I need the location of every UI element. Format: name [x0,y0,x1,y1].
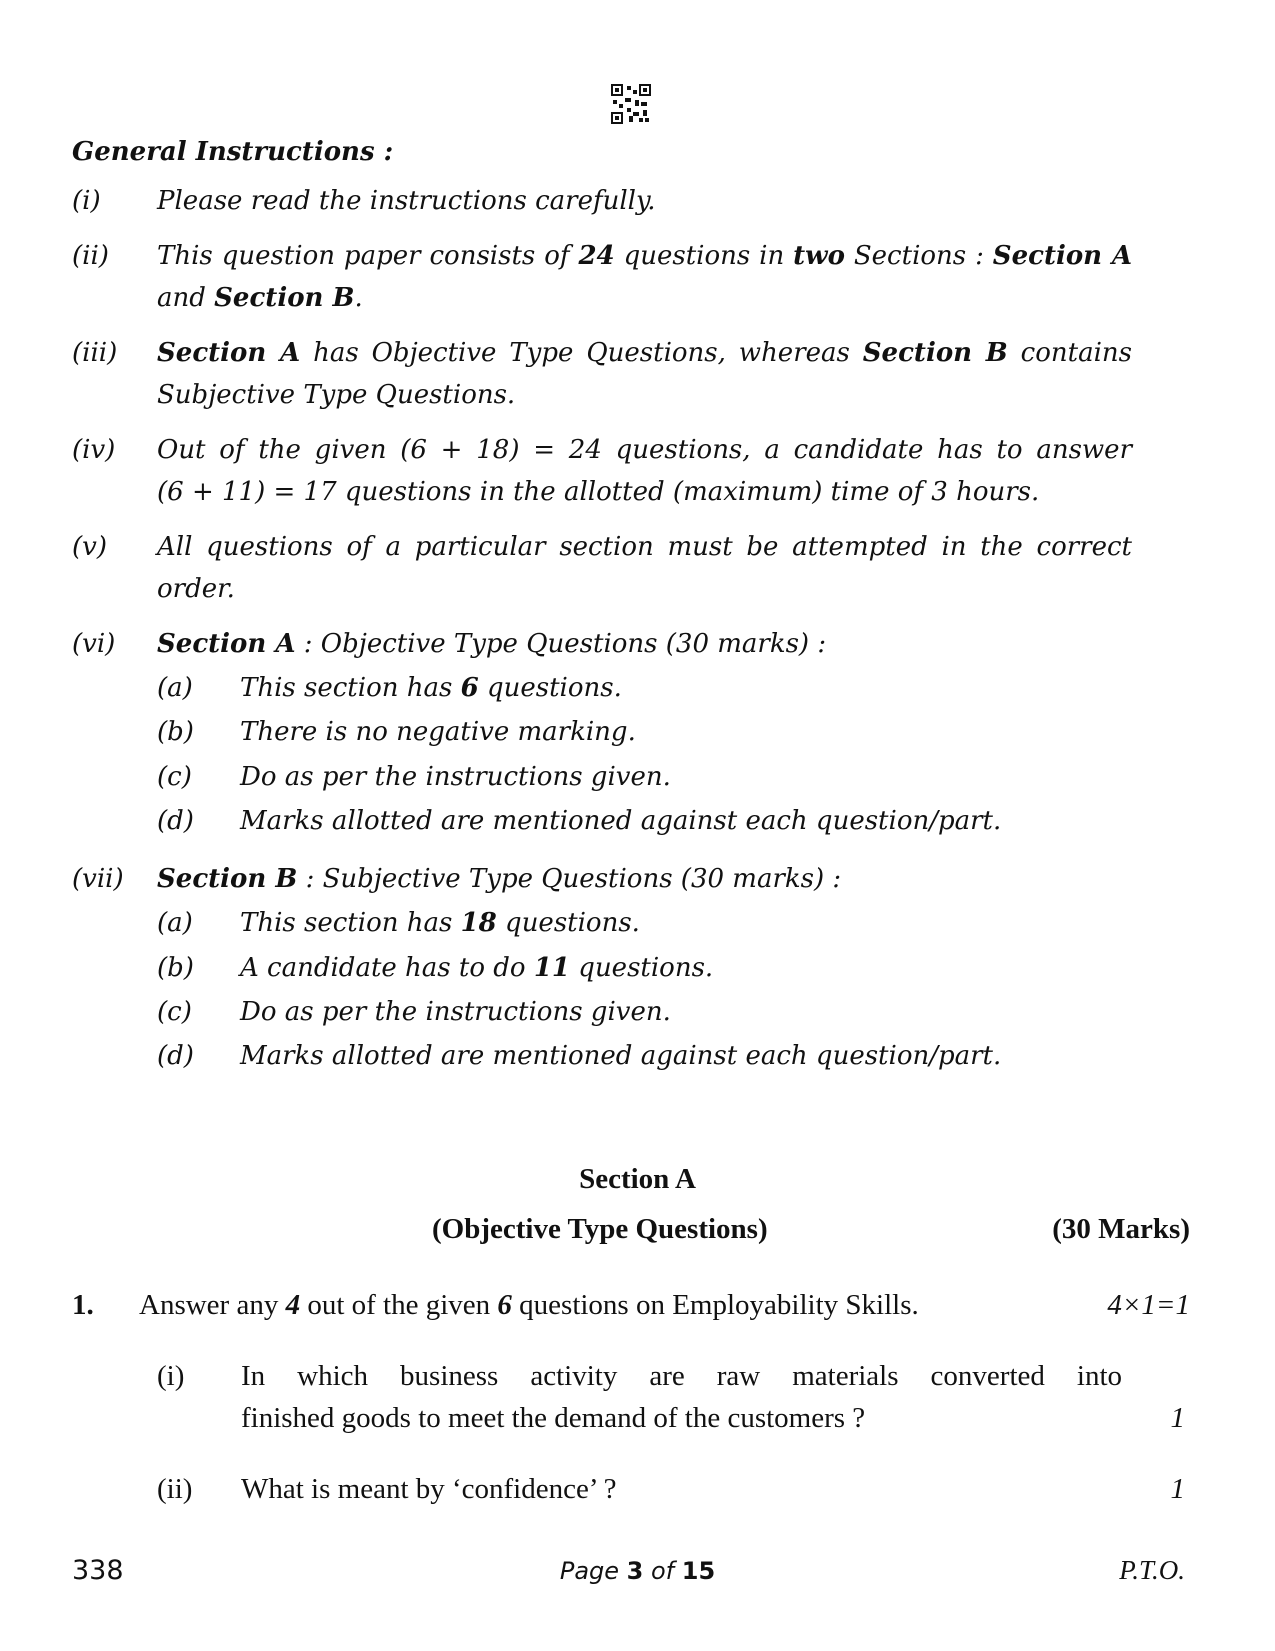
sub-text: Marks allotted are mentioned against each question/part. [240,806,1002,836]
sub-text: This section has 18 questions. [240,908,640,938]
paper-code: 338 [72,1555,124,1586]
sub-question-num: (i) [157,1360,185,1392]
sub-question-num: (ii) [157,1473,193,1505]
sub-num: (d) [157,1041,194,1071]
instruction-text: and Section B. [157,283,363,313]
page-number: Page 3 of 15 [559,1557,716,1585]
sub-num: (a) [157,673,193,703]
instruction-text: All questions of a particular section must be attempted in the correct [157,532,1132,562]
question-number: 1. [72,1289,94,1321]
instruction-text: order. [157,574,235,604]
instruction-text: Out of the given (6 + 18) = 24 questions, a candidate has to answer [157,435,1132,465]
sub-num: (c) [157,997,192,1027]
sub-question-text: finished goods to meet the demand of the customers ? [241,1402,866,1434]
instruction-text: Subjective Type Questions. [157,380,516,410]
instruction-num: (v) [72,532,107,562]
qr-code-icon [611,84,651,124]
sub-question-marks: 1 [1170,1473,1185,1505]
section-title: Section A [579,1163,696,1195]
instruction-text: Section A has Objective Type Questions, whereas Section B contains [157,338,1132,368]
sub-question-text: What is meant by ‘confidence’ ? [241,1473,617,1505]
sub-question-marks: 1 [1170,1402,1185,1434]
sub-num: (d) [157,806,194,836]
sub-text: A candidate has to do 11 questions. [240,953,714,983]
section-b-instruction-head: Section B : Subjective Type Questions (30 marks) : [157,864,842,894]
sub-text: Do as per the instructions given. [240,997,671,1027]
instruction-num: (i) [72,186,101,216]
sub-num: (b) [157,717,194,747]
instruction-num: (iii) [72,338,118,368]
sub-num: (b) [157,953,194,983]
question-marks: 4×1=1 [1107,1289,1190,1321]
instruction-num: (iv) [72,435,116,465]
instructions-title: General Instructions : [72,137,394,167]
pto-label: P.T.O. [1119,1555,1185,1585]
sub-num: (c) [157,762,192,792]
sub-text: This section has 6 questions. [240,673,622,703]
instruction-num: (vii) [72,864,124,894]
sub-question-text: In which business activity are raw materials converted into [241,1360,1122,1392]
instruction-text: Please read the instructions carefully. [157,186,656,216]
instruction-text: (6 + 11) = 17 questions in the allotted (maximum) time of 3 hours. [157,477,1040,507]
sub-num: (a) [157,908,193,938]
section-subtitle: (Objective Type Questions) [432,1213,768,1245]
instruction-num: (ii) [72,241,109,271]
instruction-text: This question paper consists of 24 questions in two Sections : Section A [157,241,1132,271]
sub-text: Marks allotted are mentioned against each question/part. [240,1041,1002,1071]
sub-text: Do as per the instructions given. [240,762,671,792]
section-marks: (30 Marks) [1052,1213,1190,1245]
section-a-instruction-head: Section A : Objective Type Questions (30 marks) : [157,629,827,659]
question-text: Answer any 4 out of the given 6 questions on Employability Skills. [139,1289,919,1321]
instruction-num: (vi) [72,629,116,659]
sub-text: There is no negative marking. [240,717,636,747]
